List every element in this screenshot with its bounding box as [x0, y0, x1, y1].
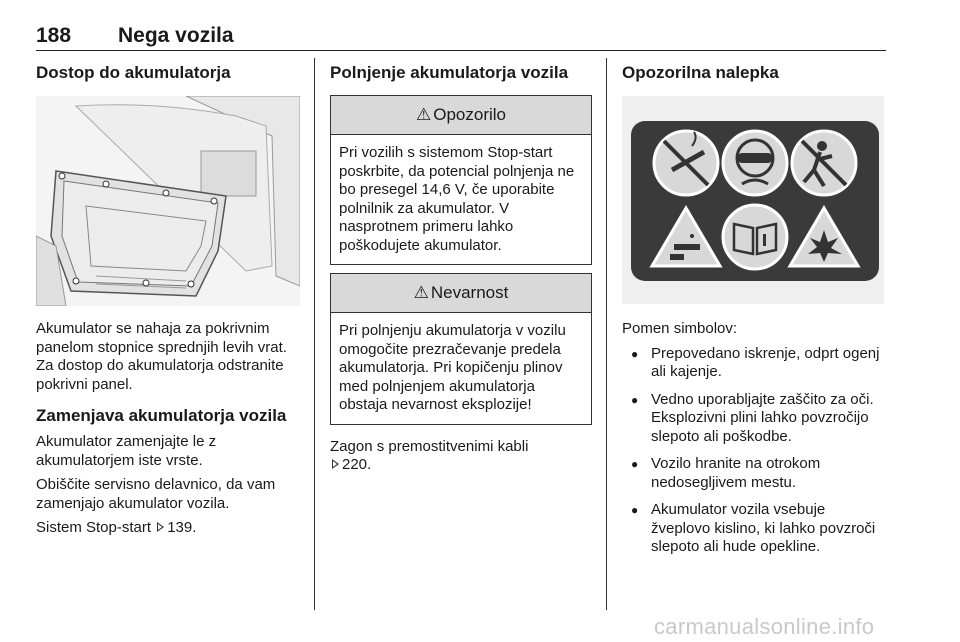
column-left	[36, 62, 300, 538]
stop-start-reference	[36, 519, 300, 538]
page-reference-icon	[332, 459, 339, 469]
list-item: ● Vedno uporabljajte zaščito za oči. Eksplozivni plini lahko povzročijo slepoto ali poškodbe.	[622, 391, 888, 447]
subsection-heading: Zamenjava akumulatorja vozila	[36, 406, 287, 425]
replace-text: Akumulator zamenjajte le z akumulatorjem iste vrste.	[36, 433, 217, 469]
list-item: ● Vozilo hranite na otrokom nedosegljivem mestu.	[622, 455, 888, 492]
battery-location-text: Akumulator se nahaja za pokrivnim panelom stopnice sprednjih levih vrat. Za dostop do akumulatorja odstranite pokrivni panel.	[36, 320, 287, 393]
column-divider	[314, 58, 315, 610]
page-number: 188	[36, 24, 72, 47]
column-middle	[330, 62, 592, 475]
danger-box-header	[331, 274, 591, 313]
column-right	[622, 62, 888, 566]
symbols-intro: Pomen simbolov:	[622, 320, 738, 337]
danger-text: Pri polnjenju akumulatorja v vozilu omogočite prezračevanje predela akumulatorja. Pri kopičenju plinov med polnjenjem akumulatorja obstaja nevarnost eksplozije!	[339, 322, 566, 413]
symbols-list	[622, 345, 888, 557]
warning-box	[330, 95, 592, 265]
section-heading: Polnjenje akumulatorja vozila	[330, 63, 569, 82]
reference-text: Zagon s premostitvenimi kabli	[330, 437, 529, 455]
step-panel-illustration	[36, 96, 300, 306]
eye-protection-icon	[723, 131, 787, 195]
read-manual-icon	[723, 205, 787, 269]
danger-box	[330, 273, 592, 425]
danger-title: Nevarnost	[430, 283, 509, 302]
workshop-text: Obiščite servisno delavnico, da vam zamenjajo akumulator vozila.	[36, 476, 276, 512]
section-heading: Dostop do akumulatorja	[36, 63, 231, 82]
warning-box-header	[331, 96, 591, 135]
page-title: Nega vozila	[118, 24, 234, 47]
warning-title: Opozorilo	[433, 105, 506, 124]
warning-label-image	[622, 96, 884, 304]
section-heading: Opozorilna nalepka	[622, 63, 779, 82]
jump-start-reference	[330, 438, 592, 475]
keep-away-children-icon	[792, 131, 856, 195]
warning-triangle-icon: ⚠	[415, 105, 432, 124]
reference-page-link[interactable]: 220.	[342, 456, 372, 473]
warning-triangle-icon: ⚠	[413, 283, 429, 302]
no-smoking-icon	[654, 131, 718, 195]
page-header	[36, 22, 886, 51]
list-item: ● Prepovedano iskrenje, odprt ogenj ali kajenje.	[622, 345, 888, 382]
column-divider	[606, 58, 607, 610]
reference-page-link[interactable]: 139.	[167, 519, 197, 536]
page-reference-icon	[157, 522, 164, 532]
warning-text: Pri vozilih s sistemom Stop-start poskrbite, da potencial polnjenja ne bo presegel 14,6 V, če uporabite polnilnik za akumulator. V nasprotnem primeru lahko poškodujete akumulator.	[339, 144, 575, 254]
list-item: ● Akumulator vozila vsebuje žveplovo kislino, ki lahko povzroči slepoto ali hude opekline.	[622, 501, 888, 557]
watermark: carmanualsonline.info	[654, 614, 875, 639]
reference-text: Sistem Stop-start	[36, 519, 152, 536]
